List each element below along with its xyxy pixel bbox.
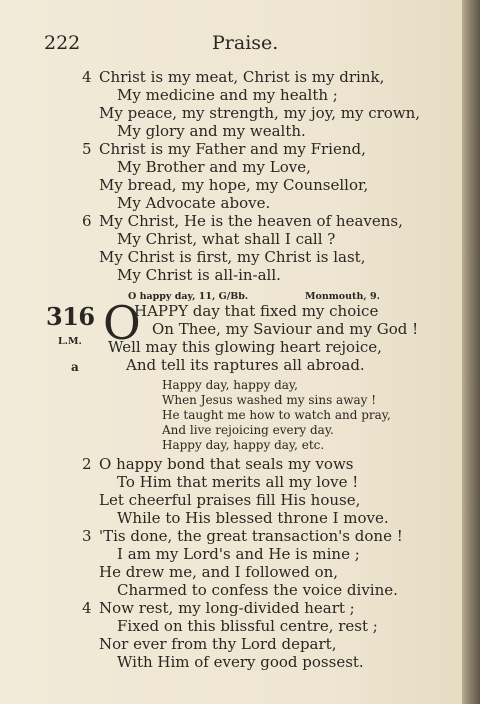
meter-label: L.M.	[58, 336, 82, 347]
verse-line: Well may this glowing heart rejoice,	[108, 338, 382, 356]
verse-line: While to His blessed throne I move.	[117, 509, 389, 527]
verse-line: My Christ is all-in-all.	[117, 266, 281, 284]
verse-line: To Him that merits all my love !	[117, 473, 359, 491]
chorus-line: He taught me how to watch and pray,	[162, 408, 391, 422]
stanza-number: 6	[82, 212, 92, 230]
verse-line: And tell its raptures all abroad.	[126, 356, 365, 374]
verse-line: With Him of every good possest.	[117, 653, 364, 671]
verse-line: He drew me, and I followed on,	[99, 563, 339, 581]
verse-line: Christ is my meat, Christ is my drink,	[99, 68, 385, 86]
book-spine-edge	[462, 0, 480, 704]
hymn-number: 316	[46, 302, 95, 331]
chorus-line: And live rejoicing every day.	[162, 423, 334, 437]
chorus-line: When Jesus washed my sins away !	[162, 393, 377, 407]
verse-line: Let cheerful praises fill His house,	[99, 491, 361, 509]
verse-line: HAPPY day that fixed my choice	[134, 302, 379, 320]
verse-line: Now rest, my long-divided heart ;	[99, 599, 355, 617]
verse-line: My peace, my strength, my joy, my crown,	[99, 104, 421, 122]
verse-line: Fixed on this blissful centre, rest ;	[117, 617, 378, 635]
verse-line: My glory and my wealth.	[117, 122, 306, 140]
page-title: Praise.	[212, 32, 279, 54]
verse-line: Christ is my Father and my Friend,	[99, 140, 366, 158]
verse-line: O happy bond that seals my vows	[99, 455, 354, 473]
verse-line: I am my Lord's and He is mine ;	[117, 545, 360, 563]
stanza-number: 4	[82, 68, 92, 86]
verse-line: My bread, my hope, my Counsellor,	[99, 176, 369, 194]
verse-line: Nor ever from thy Lord depart,	[99, 635, 337, 653]
verse-line: My Christ, He is the heaven of heavens,	[99, 212, 403, 230]
verse-line: My medicine and my health ;	[117, 86, 338, 104]
drop-cap: O	[103, 296, 141, 350]
verse-line: My Christ, what shall I call ?	[117, 230, 336, 248]
key-label: a	[71, 360, 79, 374]
verse-line: My Christ is first, my Christ is last,	[99, 248, 366, 266]
chorus-line: Happy day, happy day, etc.	[162, 438, 325, 452]
verse-line: 'Tis done, the great transaction's done !	[99, 527, 403, 545]
tune-alternate: Monmouth, 9.	[305, 291, 380, 302]
chorus-line: Happy day, happy day,	[162, 378, 298, 392]
page-number: 222	[44, 32, 81, 54]
stanza-number: 3	[82, 527, 92, 545]
verse-line: On Thee, my Saviour and my God !	[152, 320, 419, 338]
verse-line: My Advocate above.	[117, 194, 271, 212]
verse-line: Charmed to confess the voice divine.	[117, 581, 398, 599]
stanza-number: 4	[82, 599, 92, 617]
stanza-number: 2	[82, 455, 92, 473]
tune-name: O happy day, 11, G/Bb.	[128, 291, 249, 302]
verse-line: My Brother and my Love,	[117, 158, 311, 176]
stanza-number: 5	[82, 140, 92, 158]
